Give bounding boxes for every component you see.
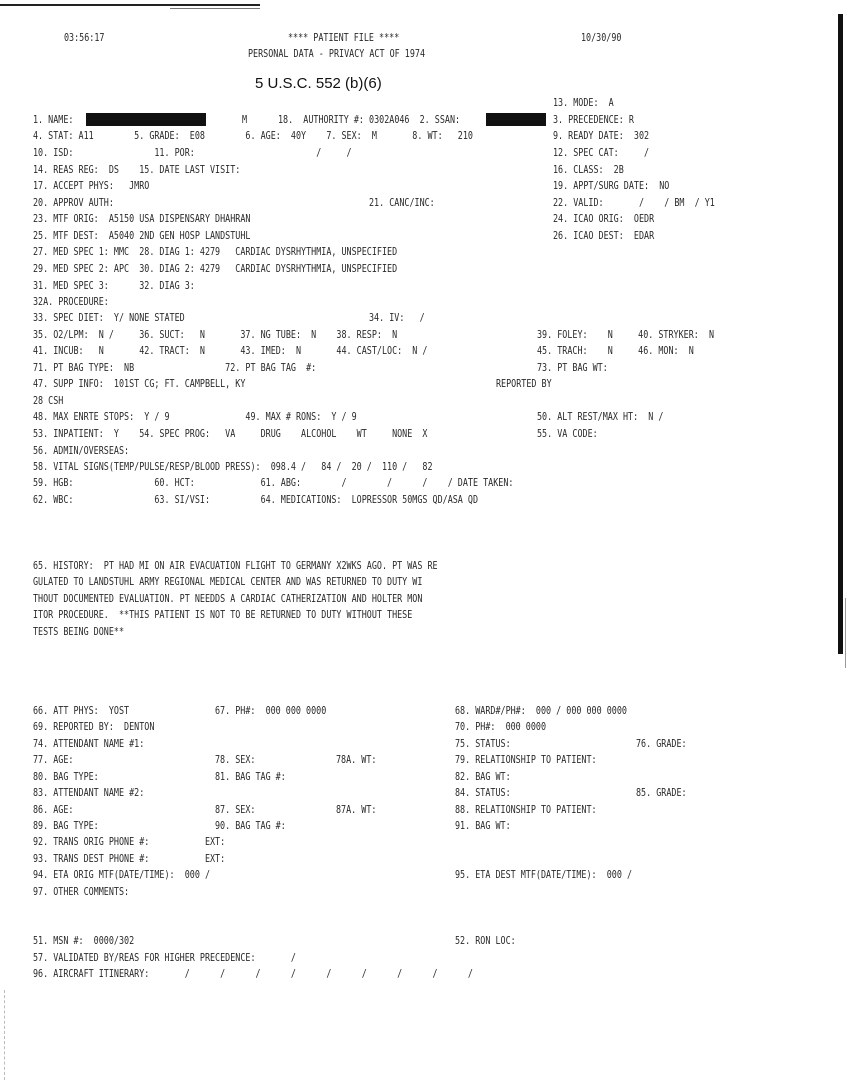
form-field-line: 70. PH#: 000 0000 — [455, 721, 547, 733]
form-field-line: 88. RELATIONSHIP TO PATIENT: — [455, 804, 597, 816]
form-field-line: 4. STAT: A11 5. GRADE: E08 6. AGE: 40Y 7. SEX: M 8. WT: 210 — [33, 130, 473, 142]
document-subtitle: PERSONAL DATA - PRIVACY ACT OF 1974 — [248, 48, 426, 60]
top-rule — [0, 4, 260, 6]
form-field-line: 27. MED SPEC 1: MMC 28. DIAG 1: 4279 CARDIAC DYSRHYTHMIA, UNSPECIFIED — [33, 246, 398, 258]
form-field-line: 75. STATUS: — [455, 738, 511, 750]
form-field-line: 83. ATTENDANT NAME #2: — [33, 787, 145, 799]
form-field-line: 92. TRANS ORIG PHONE #: EXT: — [33, 836, 226, 848]
redacted-ssan — [486, 113, 546, 126]
form-field-line: ITOR PROCEDURE. **THIS PATIENT IS NOT TO BE RETURNED TO DUTY WITHOUT THESE — [33, 609, 413, 621]
form-field-line: 47. SUPP INFO: 101ST CG; FT. CAMPBELL, KY — [33, 378, 246, 390]
left-edge-dash — [4, 990, 5, 1080]
form-field-line: 66. ATT PHYS: YOST — [33, 705, 130, 717]
form-field-line: 96. AIRCRAFT ITINERARY: / / / / / / / / / — [33, 968, 473, 980]
form-field-line: 77. AGE: — [33, 754, 74, 766]
form-field-line: 34. IV: / — [369, 312, 425, 324]
form-field-line: 91. BAG WT: — [455, 820, 511, 832]
form-field-line: 93. TRANS DEST PHONE #: EXT: — [33, 853, 226, 865]
form-field-line: 82. BAG WT: — [455, 771, 511, 783]
form-field-line: 79. RELATIONSHIP TO PATIENT: — [455, 754, 597, 766]
top-rule-thin — [170, 8, 260, 9]
form-field-line: 78. SEX: — [215, 754, 256, 766]
print-time: 03:56:17 — [64, 32, 105, 44]
form-field-line: 74. ATTENDANT NAME #1: — [33, 738, 145, 750]
form-field-line: 28 CSH — [33, 395, 64, 407]
form-field-line: 95. ETA DEST MTF(DATE/TIME): 000 / — [455, 869, 633, 881]
form-field-line: 20. APPROV AUTH: — [33, 197, 114, 209]
form-field-line: 10. ISD: 11. POR: / / — [33, 147, 352, 159]
edge-speck — [845, 598, 846, 668]
form-field-line: 18. AUTHORITY #: 0302A046 2. SSAN: — [278, 114, 461, 126]
form-field-line: 13. MODE: A — [553, 97, 614, 109]
form-field-line: 3. PRECEDENCE: R — [553, 114, 634, 126]
form-field-line: 35. O2/LPM: N / 36. SUCT: N 37. NG TUBE: N 38. RESP: N — [33, 329, 398, 341]
form-field-line: 56. ADMIN/OVERSEAS: — [33, 445, 130, 457]
form-field-line: 55. VA CODE: — [537, 428, 598, 440]
form-field-line: 62. WBC: 63. SI/VSI: 64. MEDICATIONS: LOPRESSOR 50MGS QD/ASA QD — [33, 494, 479, 506]
form-field-line: 84. STATUS: — [455, 787, 511, 799]
redacted-name — [86, 113, 206, 126]
form-field-line: 78A. WT: — [336, 754, 377, 766]
form-field-line: 50. ALT REST/MAX HT: N / — [537, 411, 664, 423]
form-field-line: 41. INCUB: N 42. TRACT: N 43. IMED: N 44. CAST/LOC: N / — [33, 345, 428, 357]
form-field-line: 89. BAG TYPE: — [33, 820, 99, 832]
form-field-line: 68. WARD#/PH#: 000 / 000 000 0000 — [455, 705, 627, 717]
form-field-line: 97. OTHER COMMENTS: — [33, 886, 130, 898]
form-field-line: 52. RON LOC: — [455, 935, 516, 947]
form-field-line: 90. BAG TAG #: — [215, 820, 286, 832]
form-field-line: 19. APPT/SURG DATE: NO — [553, 180, 670, 192]
form-field-line: 73. PT BAG WT: — [537, 362, 608, 374]
form-field-line: 25. MTF DEST: A5040 2ND GEN HOSP LANDSTUHL — [33, 230, 251, 242]
form-field-line: 69. REPORTED BY: DENTON — [33, 721, 155, 733]
form-field-line: 53. INPATIENT: Y 54. SPEC PROG: VA DRUG ALCOHOL WT NONE X — [33, 428, 428, 440]
print-date: 10/30/90 — [581, 32, 622, 44]
form-field-line: 9. READY DATE: 302 — [553, 130, 650, 142]
form-field-line: 81. BAG TAG #: — [215, 771, 286, 783]
redaction-exemption-stamp: 5 U.S.C. 552 (b)(6) — [255, 75, 382, 92]
form-field-line: 94. ETA ORIG MTF(DATE/TIME): 000 / — [33, 869, 211, 881]
form-field-line: 21. CANC/INC: — [369, 197, 435, 209]
right-edge-bar — [838, 14, 843, 654]
form-field-line: 33. SPEC DIET: Y/ NONE STATED — [33, 312, 185, 324]
form-field-line: 57. VALIDATED BY/REAS FOR HIGHER PRECEDENCE: / — [33, 952, 296, 964]
form-field-line: 67. PH#: 000 000 0000 — [215, 705, 327, 717]
form-field-line: GULATED TO LANDSTUHL ARMY REGIONAL MEDICAL CENTER AND WAS RETURNED TO DUTY WI — [33, 576, 423, 588]
form-field-line: 48. MAX ENRTE STOPS: Y / 9 49. MAX # RONS: Y / 9 — [33, 411, 357, 423]
form-field-line: 58. VITAL SIGNS(TEMP/PULSE/RESP/BLOOD PRESS): 098.4 / 84 / 20 / 110 / 82 — [33, 461, 433, 473]
form-field-line: TESTS BEING DONE** — [33, 626, 125, 638]
form-field-line: 87A. WT: — [336, 804, 377, 816]
form-field-line: 14. REAS REG: DS 15. DATE LAST VISIT: — [33, 164, 241, 176]
form-field-line: 45. TRACH: N 46. MON: N — [537, 345, 694, 357]
form-field-line: 29. MED SPEC 2: APC 30. DIAG 2: 4279 CARDIAC DYSRHYTHMIA, UNSPECIFIED — [33, 263, 398, 275]
form-field-line: 51. MSN #: 0000/302 — [33, 935, 135, 947]
form-field-line: 32A. PROCEDURE: — [33, 296, 109, 308]
form-field-line: THOUT DOCUMENTED EVALUATION. PT NEEDDS A CARDIAC CATHERIZATION AND HOLTER MON — [33, 593, 423, 605]
form-field-line: 17. ACCEPT PHYS: JMRO — [33, 180, 150, 192]
form-field-line: 76. GRADE: — [636, 738, 687, 750]
form-field-line: 86. AGE: — [33, 804, 74, 816]
form-field-line: 71. PT BAG TYPE: NB 72. PT BAG TAG #: — [33, 362, 317, 374]
form-field-line: 65. HISTORY: PT HAD MI ON AIR EVACUATION FLIGHT TO GERMANY X2WKS AGO. PT WAS RE — [33, 560, 438, 572]
form-field-line: 22. VALID: / / BM / Y1 — [553, 197, 715, 209]
form-field-line: 87. SEX: — [215, 804, 256, 816]
form-field-line: 24. ICAO ORIG: OEDR — [553, 213, 655, 225]
document-title: **** PATIENT FILE **** — [288, 32, 400, 44]
form-field-line: 16. CLASS: 2B — [553, 164, 624, 176]
form-field-line: 12. SPEC CAT: / — [553, 147, 650, 159]
form-field-line: 59. HGB: 60. HCT: 61. ABG: / / / / DATE TAKEN: — [33, 477, 514, 489]
form-field-line: 1. NAME: — [33, 114, 74, 126]
form-field-line: REPORTED BY — [496, 378, 552, 390]
form-field-line: 31. MED SPEC 3: 32. DIAG 3: — [33, 280, 195, 292]
form-field-line: 23. MTF ORIG: A5150 USA DISPENSARY DHAHRAN — [33, 213, 251, 225]
form-field-line: 26. ICAO DEST: EDAR — [553, 230, 655, 242]
form-field-line: 85. GRADE: — [636, 787, 687, 799]
form-field-line: M — [242, 114, 248, 126]
form-field-line: 80. BAG TYPE: — [33, 771, 99, 783]
form-field-line: 39. FOLEY: N 40. STRYKER: N — [537, 329, 715, 341]
